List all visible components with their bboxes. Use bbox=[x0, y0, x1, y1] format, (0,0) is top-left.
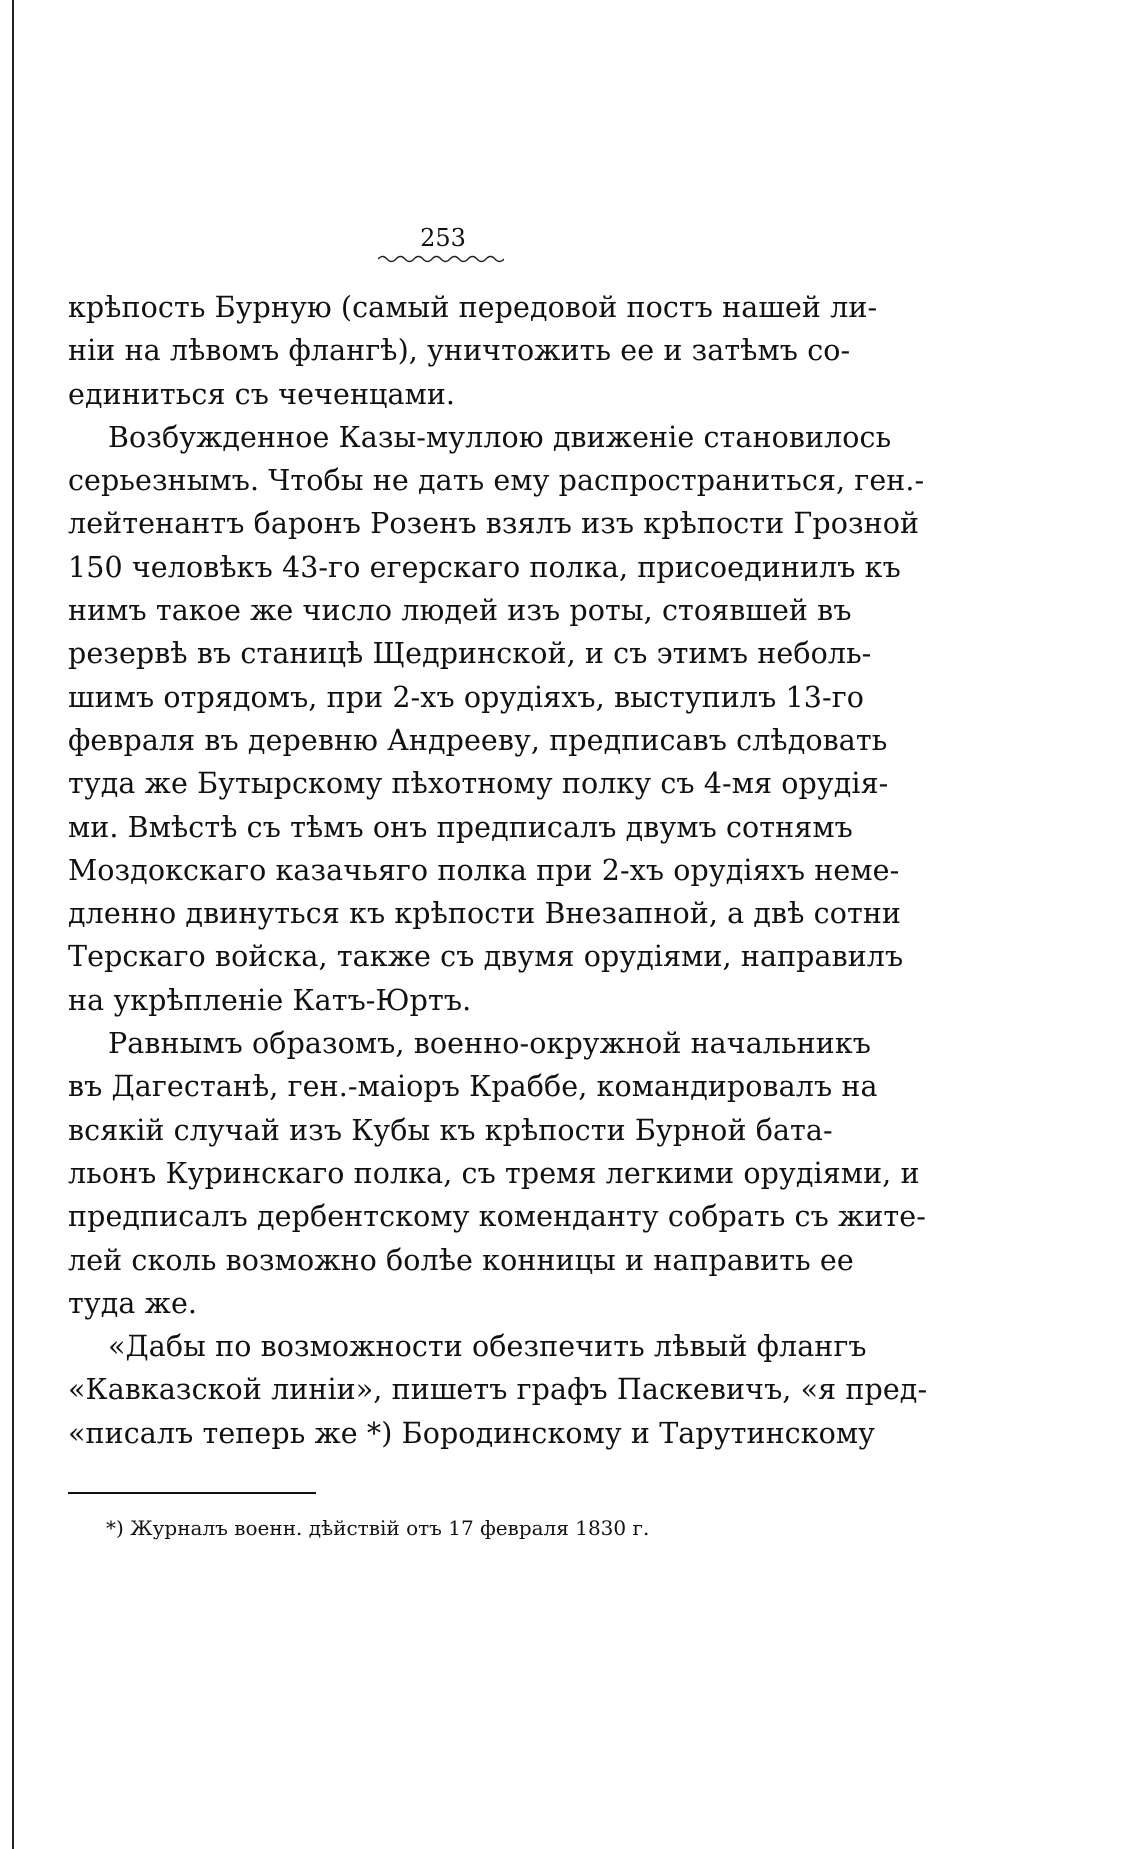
text-line: 150 человѣкъ 43-го егерскаго полка, присоединилъ къ bbox=[68, 550, 901, 584]
text-line: нимъ такое же число людей изъ роты, стоявшей въ bbox=[68, 594, 852, 628]
text-line: на укрѣпленіе Катъ-Юртъ. bbox=[68, 983, 472, 1017]
text-line: туда же. bbox=[68, 1286, 198, 1320]
text-line: Терскаго войска, также съ двумя орудіями, направилъ bbox=[68, 940, 904, 974]
text-line: «Кавказской линіи», пишетъ графъ Паскевичъ, «я пред- bbox=[68, 1373, 928, 1407]
text-line: февраля въ деревню Андрееву, предписавъ слѣдовать bbox=[68, 723, 888, 757]
text-line: всякій случай изъ Кубы къ крѣпости Бурной бата- bbox=[68, 1113, 833, 1147]
footnote-rule bbox=[68, 1492, 316, 1494]
scan-edge-line bbox=[12, 0, 14, 1849]
text-line: шимъ отрядомъ, при 2-хъ орудіяхъ, выступилъ 13-го bbox=[68, 680, 864, 714]
text-line: Равнымъ образомъ, военно-окружной начальникъ bbox=[108, 1027, 871, 1061]
footnote: *) Журналъ военн. дѣйствій отъ 17 февраля 1830 г. bbox=[106, 1516, 650, 1540]
page-number-ornament bbox=[378, 254, 504, 264]
text-line: серьезнымъ. Чтобы не дать ему распространиться, ген.- bbox=[68, 464, 925, 498]
text-line: лей сколь возможно болѣе конницы и направить ее bbox=[68, 1243, 854, 1277]
text-line: предписалъ дербентскому коменданту собрать съ жите- bbox=[68, 1200, 926, 1234]
text-line: Возбужденное Казы-муллою движеніе становилось bbox=[108, 420, 892, 454]
text-line: лейтенантъ баронъ Розенъ взялъ изъ крѣпости Грозной bbox=[68, 507, 920, 541]
text-line: льонъ Куринскаго полка, съ тремя легкими орудіями, и bbox=[68, 1156, 920, 1190]
text-line: Моздокскаго казачьяго полка при 2-хъ орудіяхъ неме- bbox=[68, 853, 900, 887]
text-line: ми. Вмѣстѣ съ тѣмъ онъ предписалъ двумъ сотнямъ bbox=[68, 810, 853, 844]
text-line: дленно двинуться къ крѣпости Внезапной, а двѣ сотни bbox=[68, 897, 902, 931]
text-line: ніи на лѣвомъ флангѣ), уничтожить ее и затѣмъ со- bbox=[68, 334, 851, 368]
text-line: туда же Бутырскому пѣхотному полку съ 4-мя орудія- bbox=[68, 767, 889, 801]
page-number: 253 bbox=[420, 224, 466, 252]
text-line: «Дабы по возможности обезпечить лѣвый флангъ bbox=[108, 1330, 867, 1364]
text-line: единиться съ чеченцами. bbox=[68, 377, 456, 411]
text-line: крѣпость Бурную (самый передовой постъ нашей ли- bbox=[68, 291, 878, 324]
text-line: въ Дагестанѣ, ген.-маіоръ Краббе, командировалъ на bbox=[68, 1070, 878, 1104]
text-line: резервѣ въ станицѣ Щедринской, и съ этимъ неболь- bbox=[68, 637, 872, 671]
text-line: «писалъ теперь же *) Бородинскому и Тарутинскому bbox=[68, 1416, 876, 1450]
body-text bbox=[68, 286, 928, 1455]
